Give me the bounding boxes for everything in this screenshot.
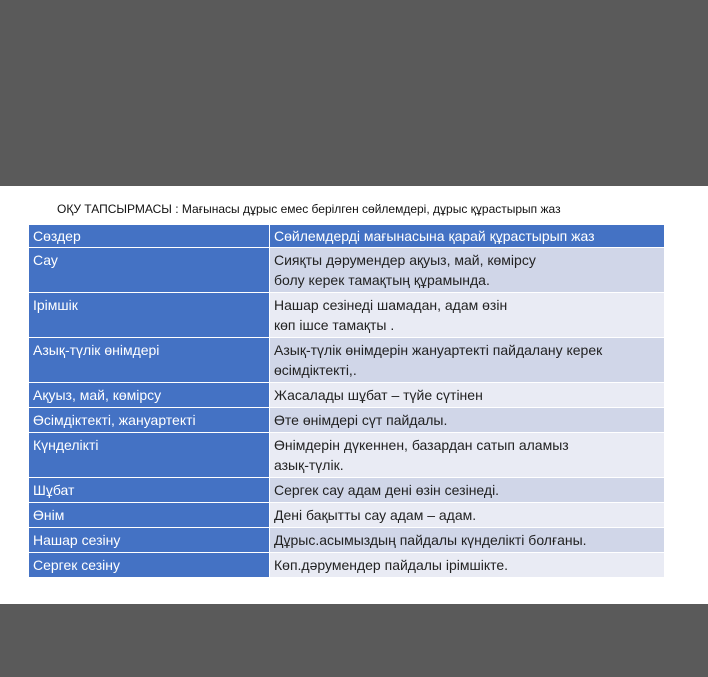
table-row: [29, 528, 665, 553]
table-header-row: [29, 225, 665, 248]
sentence-cell: [270, 338, 665, 383]
bottom-dark-band: [0, 604, 708, 677]
word-cell: Сау: [29, 248, 270, 293]
top-dark-band: [0, 0, 708, 186]
sentence-line: Өнімдерін дүкеннен, базардан сатып аламыз: [274, 437, 569, 453]
sentence-line: Дені бақытты сау адам – адам.: [274, 507, 477, 523]
table-row: [29, 383, 665, 408]
sentence-line: болу керек тамақтың құрамында.: [274, 272, 490, 288]
sentence-cell: [270, 248, 665, 293]
header-words: Сөздер: [29, 225, 270, 248]
table-row: [29, 408, 665, 433]
sentence-cell: [270, 383, 665, 408]
word-cell: Ірімшік: [29, 293, 270, 338]
exercise-table: [28, 224, 665, 578]
word-cell: Нашар сезіну: [29, 528, 270, 553]
table-row: [29, 248, 665, 293]
task-title: ОҚУ ТАПСЫРМАСЫ : Мағынасы дұрыс емес берілген сөйлемдері, дұрыс құрастырып жаз: [57, 202, 561, 216]
table-row: [29, 503, 665, 528]
table-row: [29, 293, 665, 338]
sentence-line: Азық-түлік өнімдерін жануартекті пайдалану керек: [274, 342, 603, 358]
sentence-cell: [270, 553, 665, 578]
word-cell: Өнім: [29, 503, 270, 528]
sentence-cell: [270, 503, 665, 528]
word-cell: Күнделікті: [29, 433, 270, 478]
sentence-line: Сияқты дәрумендер ақуыз, май, көмірсу: [274, 252, 536, 268]
table-row: [29, 553, 665, 578]
sentence-line: Жасалады шұбат – түйе сүтінен: [274, 387, 483, 403]
header-sentences: Сөйлемдерді мағынасына қарай құрастырып жаз: [270, 225, 665, 248]
sentence-cell: [270, 408, 665, 433]
sentence-cell: [270, 528, 665, 553]
table-row: [29, 433, 665, 478]
word-cell: Азық-түлік өнімдері: [29, 338, 270, 383]
sentence-cell: [270, 478, 665, 503]
sentence-line: азық-түлік.: [274, 457, 344, 473]
sentence-cell: [270, 293, 665, 338]
sentence-line: көп ішсе тамақты .: [274, 317, 395, 333]
sentence-line: Сергек сау адам дені өзін сезінеді.: [274, 482, 500, 498]
word-cell: Ақуыз, май, көмірсу: [29, 383, 270, 408]
sentence-cell: [270, 433, 665, 478]
sentence-line: Дұрыс.асымыздың пайдалы күнделікті болғаны.: [274, 532, 587, 548]
word-cell: Шұбат: [29, 478, 270, 503]
word-cell: Сергек сезіну: [29, 553, 270, 578]
table-row: [29, 478, 665, 503]
sentence-line: Көп.дәрумендер пайдалы ірімшікте.: [274, 557, 509, 573]
table-row: [29, 338, 665, 383]
word-cell: Өсімдіктекті, жануартекті: [29, 408, 270, 433]
sentence-line: өсімдіктекті,.: [274, 362, 357, 378]
sentence-line: Өте өнімдері сүт пайдалы.: [274, 412, 448, 428]
sentence-line: Нашар сезінеді шамадан, адам өзін: [274, 297, 508, 313]
